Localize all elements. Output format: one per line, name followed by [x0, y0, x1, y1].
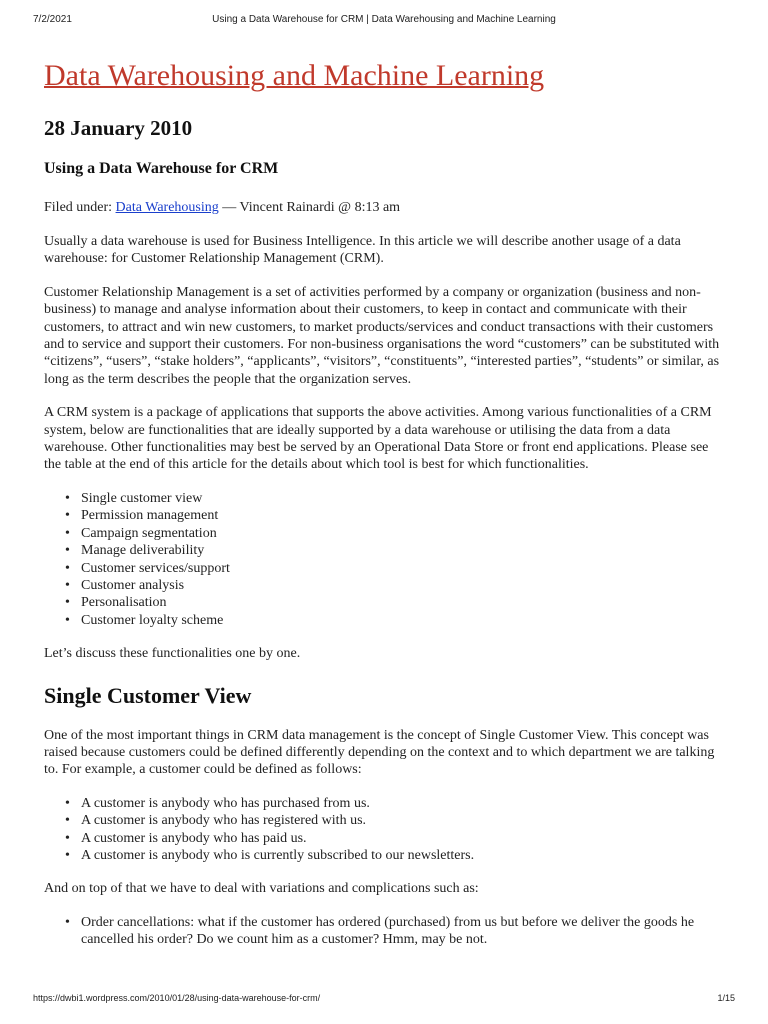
- paragraph-discuss: Let’s discuss these functionalities one by one.: [44, 646, 301, 662]
- list-item: • A customer is anybody who has registered with us.: [81, 812, 724, 829]
- list-item: • A customer is anybody who has paid us.: [81, 830, 724, 847]
- post-content: [44, 52, 724, 949]
- site-title: [44, 52, 724, 100]
- list-item: • A customer is anybody who is currently subscribed to our newsletters.: [81, 847, 724, 864]
- list-item: • Customer loyalty scheme: [81, 612, 724, 629]
- meta-prefix: Filed under:: [44, 200, 116, 215]
- list-item: • Permission management: [81, 507, 724, 524]
- list-item: • Order cancellations: what if the customer has ordered (purchased) from us but before we deliver the goods he cancelled his order? Do we count him as a customer? Hmm, may be not.: [81, 914, 724, 949]
- post-date: 28 January 2010: [44, 116, 193, 140]
- print-footer: [33, 993, 735, 1009]
- print-header: [33, 14, 735, 30]
- list-item: • A customer is anybody who has purchased from us.: [81, 795, 724, 812]
- print-page-title: Using a Data Warehouse for CRM | Data Warehousing and Machine Learning: [212, 14, 556, 25]
- list-item: • Personalisation: [81, 594, 724, 611]
- site-title-link[interactable]: Data Warehousing and Machine Learning: [44, 59, 545, 92]
- list-item: • Single customer view: [81, 490, 724, 507]
- print-url: https://dwbi1.wordpress.com/2010/01/28/using-data-warehouse-for-crm/: [33, 993, 321, 1003]
- list-item: • Campaign segmentation: [81, 525, 724, 542]
- print-date: 7/2/2021: [33, 14, 72, 25]
- meta-author-time: — Vincent Rainardi @ 8:13 am: [218, 200, 401, 215]
- print-page-number: 1/15: [717, 993, 735, 1003]
- customer-definitions-list: [44, 795, 724, 865]
- post-title: Using a Data Warehouse for CRM: [44, 160, 279, 177]
- paragraph-intro: Usually a data warehouse is used for Business Intelligence. In this article we will describe another usage of a data warehouse: for Customer Relationship Management (CRM).: [44, 234, 681, 267]
- list-item: • Manage deliverability: [81, 542, 724, 559]
- functionalities-list: [44, 490, 724, 629]
- paragraph-crm-definition: Customer Relationship Management is a set of activities performed by a company or organization (business and non-business) to manage and analyse information about their customers, to keep in contact and communicate with their customers, to attract and win new customers, to market products/services and conduct transactions with their customers and to service and support their customers. For non-business organisations the word “customers” can be substituted with “citizens”, “users”, “stake holders”, “applicants”, “visitors”, “constituents”, “interested parties”, “students” or similar, as long as the term describes the people that the organization serves.: [44, 284, 720, 387]
- post-meta: [44, 198, 724, 217]
- paragraph-crm-system: A CRM system is a package of applications that supports the above activities. Among various functionalities of a CRM system, below are functionalities that are ideally supported by a data warehouse or utilising the data from a data warehouse. Other functionalities may best be served by an Operational Data Store or front end applications. Please see the table at the end of this article for the details about which tool is best for which functionalities.: [44, 405, 712, 473]
- list-item: • Customer analysis: [81, 577, 724, 594]
- section-heading: Single Customer View: [44, 682, 252, 708]
- paragraph-variations: And on top of that we have to deal with variations and complications such as:: [44, 881, 479, 897]
- list-item: • Customer services/support: [81, 560, 724, 577]
- paragraph-scv-intro: One of the most important things in CRM data management is the concept of Single Customer View. This concept was raised because customers could be defined differently depending on the context and to which department we are talking to. For example, a customer could be defined as follows:: [44, 727, 715, 778]
- category-link[interactable]: Data Warehousing: [115, 200, 219, 215]
- complications-list: [44, 914, 724, 949]
